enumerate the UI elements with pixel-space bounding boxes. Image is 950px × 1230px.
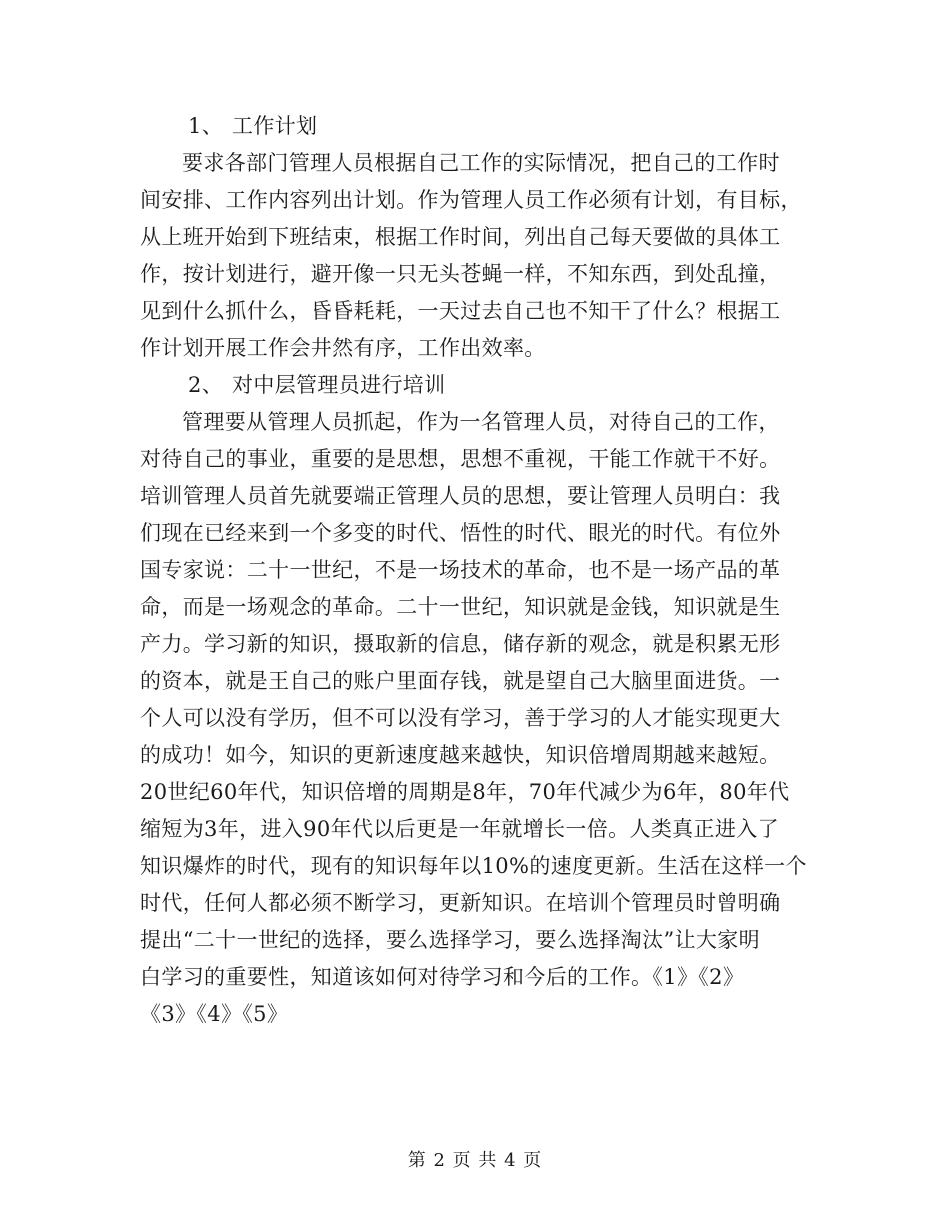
paragraph-line: 作计划开展工作会井然有序，工作出效率。 [140, 336, 546, 360]
section-heading-2 [140, 367, 820, 404]
document-body [140, 108, 820, 1033]
paragraph-line: 国专家说：二十一世纪，不是一场技术的革命，也不是一场产品的革 [140, 558, 781, 582]
paragraph-line: 的资本，就是王自己的账户里面存钱，就是望自己大脑里面进货。一 [140, 669, 781, 693]
paragraph-line: 时代，任何人都必须不断学习，更新知识。在培训个管理员时曾明确 [140, 891, 781, 915]
paragraph-line: 们现在已经来到一个多变的时代、悟性的时代、眼光的时代。有位外 [140, 521, 781, 545]
paragraph-line: 《3》《4》《5》 [140, 1002, 289, 1026]
page-number-footer: 第 2 页 共 4 页 [407, 1150, 543, 1171]
section-heading-1 [140, 108, 820, 145]
paragraph-line: 间安排、工作内容列出计划。作为管理人员工作必须有计划，有目标， [140, 188, 802, 212]
paragraph-line: 个人可以没有学历，但不可以没有学习，善于学习的人才能实现更大 [140, 706, 781, 730]
paragraph-line: 管理要从管理人员抓起，作为一名管理人员，对待自己的工作， [182, 410, 780, 434]
section-number: 2、 [188, 373, 224, 397]
paragraph-line: 提出“二十一世纪的选择，要么选择学习，要么选择淘汰”让大家明 [140, 928, 760, 952]
paragraph-line: 对待自己的事业，重要的是思想，思想不重视，干能工作就干不好。 [140, 447, 781, 471]
paragraph-line: 缩短为3年，进入90年代以后更是一年就增长一倍。人类真正进入了 [140, 817, 779, 841]
paragraph-line: 见到什么抓什么，昏昏耗耗，一天过去自己也不知干了什么？根据工 [140, 299, 781, 323]
paragraph-line: 20世纪60年代，知识倍增的周期是8年，70年代减少为6年，80年代 [140, 780, 790, 804]
paragraph-line: 作，按计划进行，避开像一只无头苍蝇一样，不知东西，到处乱撞， [140, 262, 781, 286]
paragraph-line: 要求各部门管理人员根据自己工作的实际情况，把自己的工作时 [182, 151, 780, 175]
paragraph-line: 培训管理人员首先就要端正管理人员的思想，要让管理人员明白：我 [140, 484, 781, 508]
paragraph-line: 从上班开始到下班结束，根据工作时间，列出自己每天要做的具体工 [140, 225, 781, 249]
paragraph-line: 的成功！如今，知识的更新速度越来越快，知识倍增周期越来越短。 [140, 743, 781, 767]
paragraph-line: 命，而是一场观念的革命。二十一世纪，知识就是金钱，知识就是生 [140, 595, 781, 619]
paragraph-line: 知识爆炸的时代，现有的知识每年以10%的速度更新。生活在这样一个 [140, 854, 807, 878]
section-title: 工作计划 [232, 114, 318, 138]
section-title: 对中层管理员进行培训 [232, 373, 446, 397]
paragraph-line: 产力。学习新的知识，摄取新的信息，储存新的观念，就是积累无形 [140, 632, 781, 656]
paragraph-line: 白学习的重要性，知道该如何对待学习和今后的工作。《1》《2》 [140, 965, 745, 989]
section-number: 1、 [188, 114, 224, 138]
